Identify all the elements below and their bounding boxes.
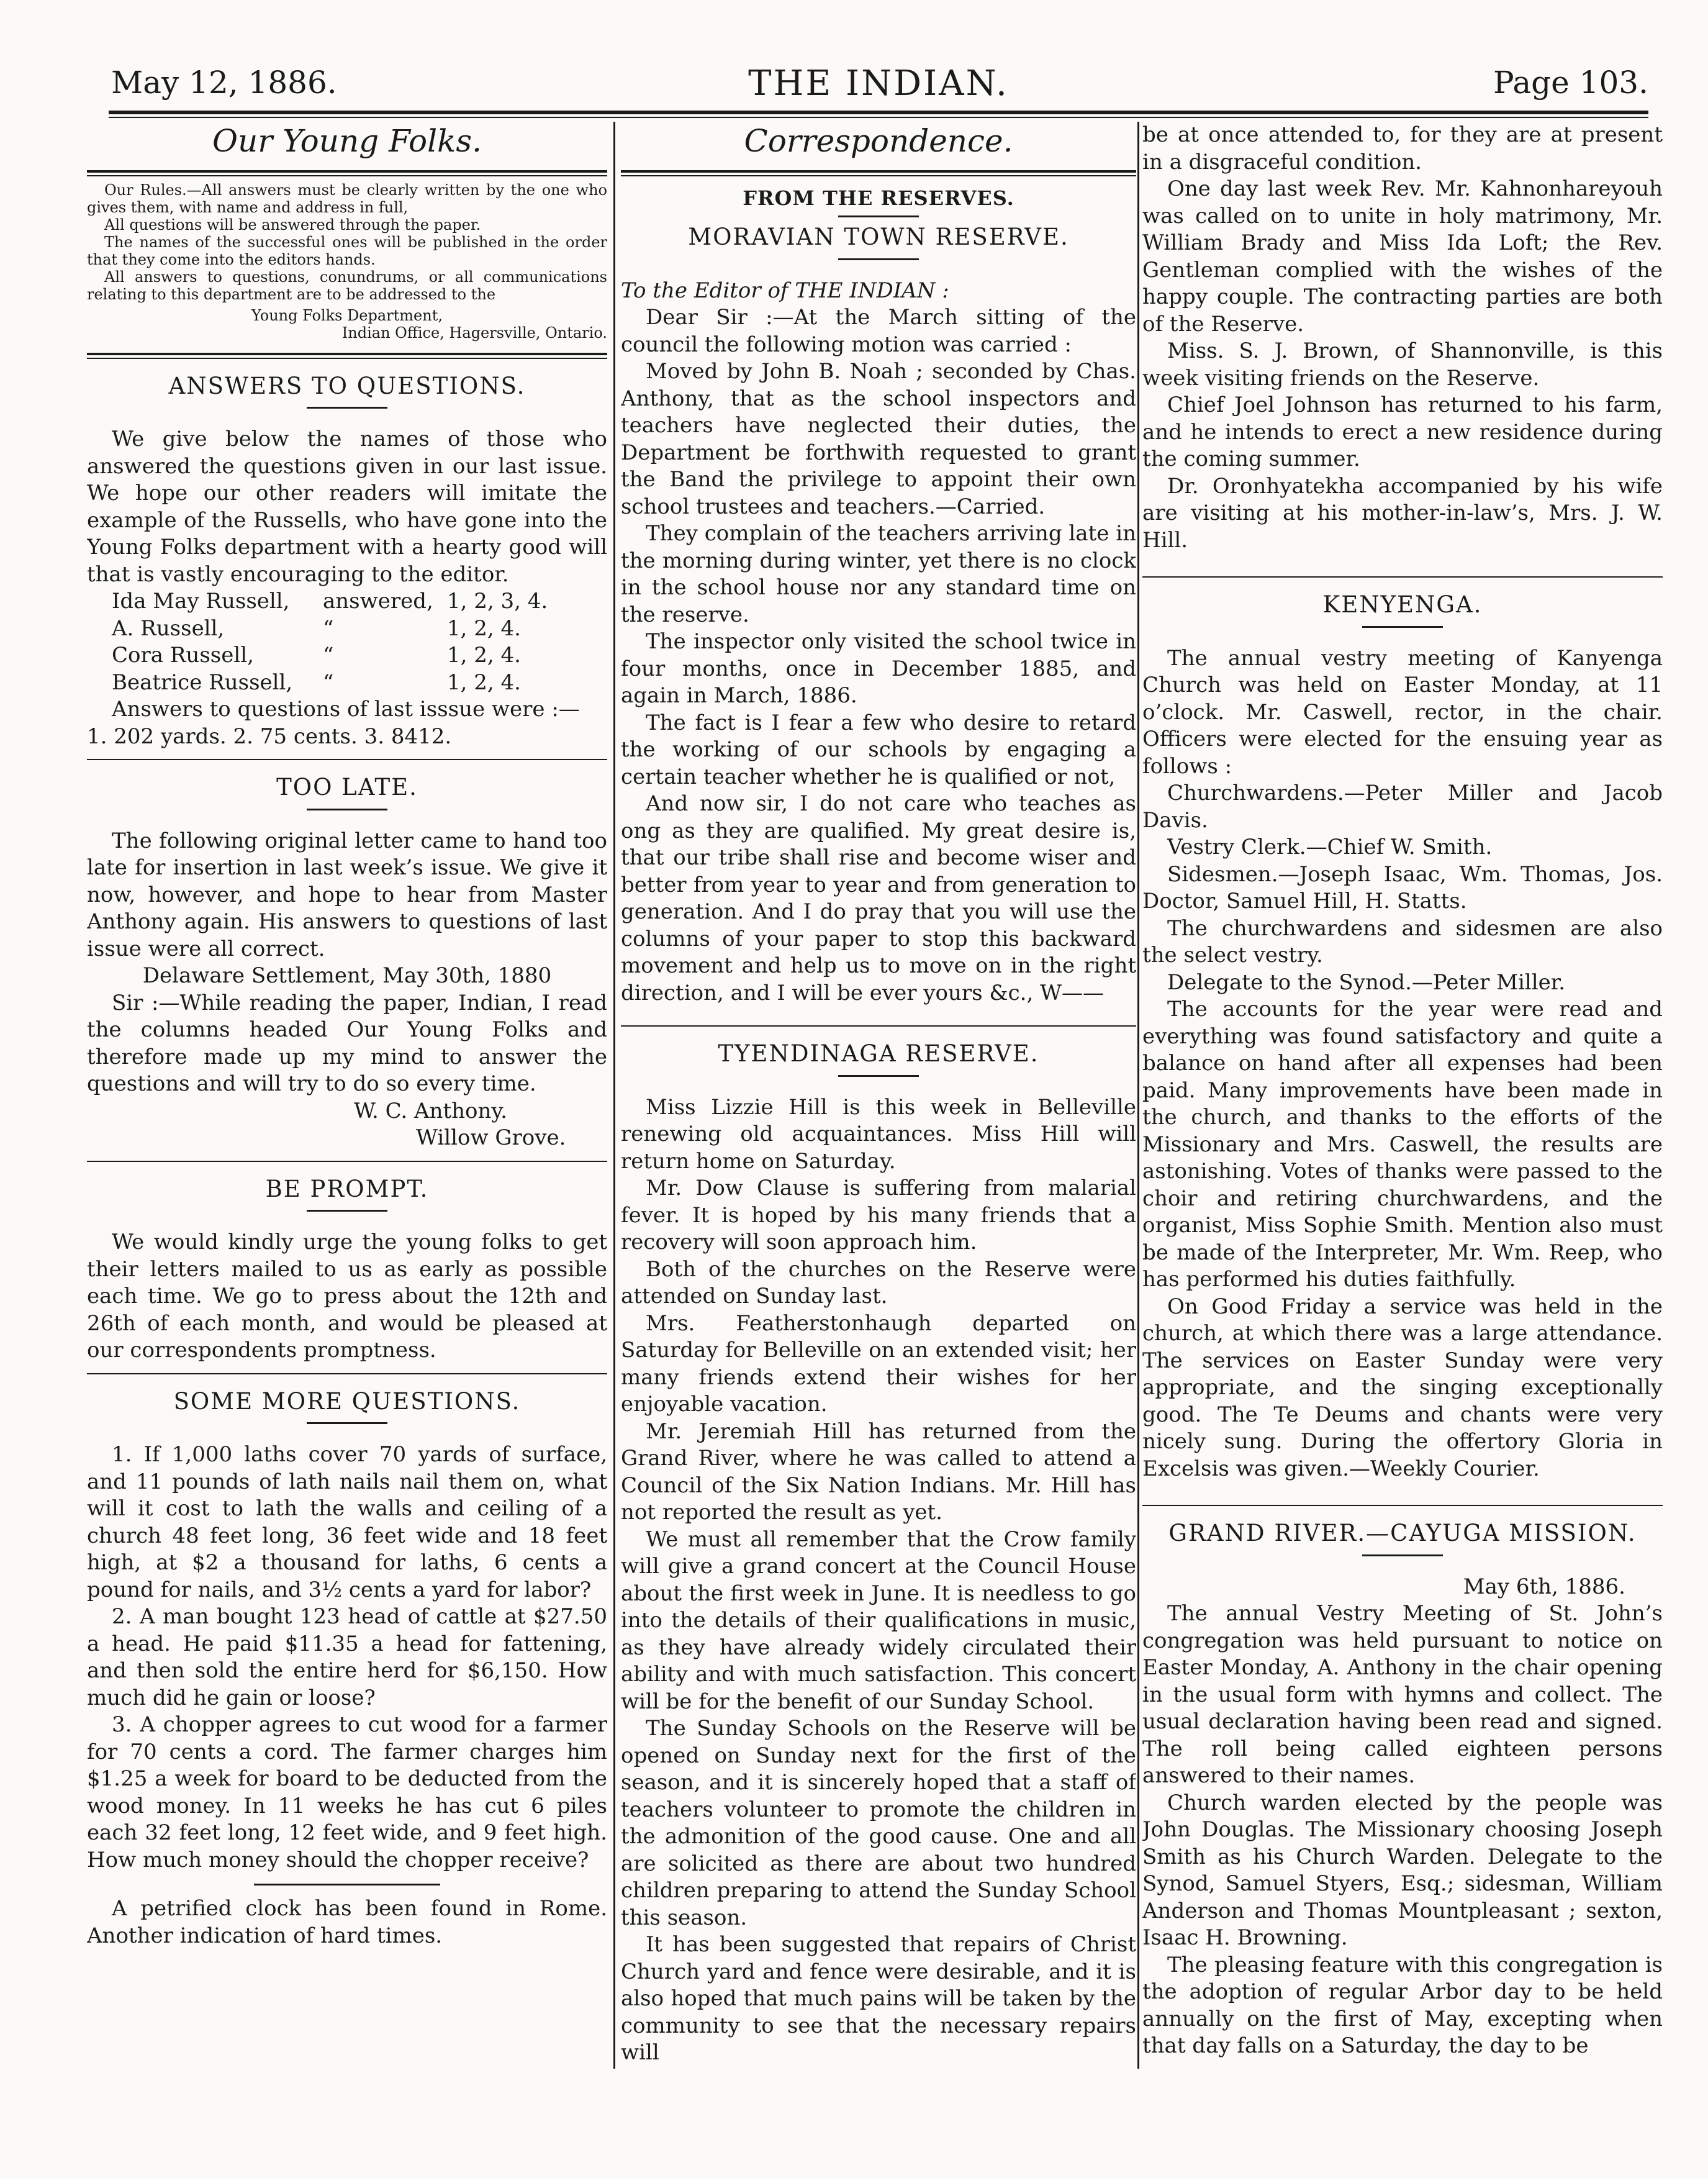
tyendinaga-paragraph: Chief Joel Johnson has returned to his farm, and he intends to erect a new residence during the coming summer. bbox=[1142, 392, 1663, 471]
rules-line: Our Rules.—All answers must be clearly written by the one who gives them, with name and address in full, bbox=[87, 181, 607, 216]
letter-signature: W. C. Anthony. bbox=[354, 1098, 507, 1123]
rule bbox=[87, 1373, 607, 1374]
heading-kenyenga: KENYENGA. bbox=[1322, 591, 1483, 618]
kenyenga-paragraph: Delegate to the Synod.—Peter Miller. bbox=[1167, 969, 1566, 995]
tyendinaga-paragraph: Both of the churches on the Reserve were attended on Sunday last. bbox=[621, 1256, 1136, 1309]
heading-be-prompt: BE PROMPT. bbox=[265, 1175, 429, 1202]
continued-paragraph: be at once attended to, for they are at present in a disgraceful condition. bbox=[1142, 122, 1663, 175]
letter-body: Sir :—While reading the paper, Indian, I read the columns headed Our Young Folks and therefore made up my mind to answer the questions and will try to do so every time. bbox=[87, 990, 607, 1096]
tyendinaga-paragraph: Miss. S. J. Brown, of Shannonville, is this week visiting friends on the Reserve. bbox=[1142, 338, 1663, 391]
kenyenga-paragraph: Churchwardens.—Peter Miller and Jacob Davis. bbox=[1142, 781, 1663, 833]
section-title-young-folks: Our Young Folks. bbox=[212, 123, 482, 159]
kenyenga-paragraph: The churchwardens and sidesmen are also the select vestry. bbox=[1142, 915, 1663, 968]
rules-line: All answers to questions, conundrums, or all communications relating to this department are to be addressed to the bbox=[87, 268, 607, 303]
answer-row: Cora Russell, “ 1, 2, 4. bbox=[112, 643, 521, 668]
double-rule bbox=[87, 170, 607, 176]
rules-notice bbox=[87, 181, 607, 342]
rules-address: Young Folks Department, bbox=[251, 306, 443, 324]
tyendinaga-paragraph: Mrs. Featherstonhaugh departed on Saturday for Belleville on an extended visit; her many friends extend their wishes for her enjoyable vacation. bbox=[621, 1310, 1136, 1417]
heading-grand-river: GRAND RIVER.—CAYUGA MISSION. bbox=[1168, 1520, 1637, 1546]
short-rule bbox=[838, 216, 919, 217]
column-divider-1 bbox=[613, 122, 615, 2069]
kenyenga-paragraph: Sidesmen.—Joseph Isaac, Wm. Thomas, Jos. Doctor, Samuel Hill, H. Statts. bbox=[1142, 861, 1663, 914]
tyendinaga-paragraph: Mr. Dow Clause is suffering from malarial fever. It is hoped by his many friends that a recovery will soon approach him. bbox=[621, 1176, 1136, 1255]
tyendinaga-paragraph: The Sunday Schools on the Reserve will be opened on Sunday next for the first of the season, and it is sincerely hoped that a staff of teachers volunteer to promote the children in the admonition of the good cause. One and all are solicited as there are about two hundred children preparing to attend the Sunday School this season. bbox=[621, 1716, 1136, 1930]
tyendinaga-paragraph: Dr. Oronhyatekha accompanied by his wife are visiting at his mother-in-law’s, Mrs. J. W. Hill. bbox=[1142, 473, 1663, 553]
short-rule bbox=[307, 1210, 387, 1212]
rule bbox=[87, 759, 607, 760]
tyendinaga-paragraph: We must all remember that the Crow family will give a grand concert at the Council House about the first week in June. It is needless to go into the details of their qualifications in music, as they have already widely circulated their ability and with much satisfaction. This concert will be for the benefit of our Sunday School. bbox=[621, 1527, 1136, 1714]
section-title-correspondence: Correspondence. bbox=[744, 123, 1013, 159]
page-number: Page 103. bbox=[1493, 65, 1648, 101]
tyendinaga-paragraph: One day last week Rev. Mr. Kahnonhareyouh was called on to unite in holy matrimony, Mr. William Brady and Miss Ida Loft; the Rev. Gentleman complied with the wishes of the happy couple. The contracting parties are both of the Reserve. bbox=[1142, 176, 1663, 337]
column-correspondence bbox=[621, 122, 1136, 2066]
newspaper-title: THE INDIAN. bbox=[748, 63, 1009, 104]
tyendinaga-paragraph: Mr. Jeremiah Hill has returned from the Grand River, where he was called to attend a Council of the Six Nation Indians. Mr. Hill has not reported the result as yet. bbox=[621, 1418, 1136, 1525]
column-divider-2 bbox=[1137, 122, 1139, 2069]
heading-moravian: MORAVIAN TOWN RESERVE. bbox=[688, 224, 1069, 250]
rule bbox=[621, 1025, 1136, 1027]
kenyenga-paragraph: Vestry Clerk.—Chief W. Smith. bbox=[1167, 835, 1493, 860]
grand-river-paragraph: The pleasing feature with this congregation is the adoption of regular Arbor day to be held annually on the first of May, excepting when that day falls on a Saturday, the day to be bbox=[1142, 1952, 1663, 2058]
masthead bbox=[109, 60, 1648, 109]
rules-line: The names of the successful ones will be published in the order that they come into the editors hands. bbox=[87, 233, 607, 268]
column-young-folks bbox=[87, 122, 607, 2066]
masthead-rule-thin bbox=[109, 117, 1648, 118]
letter-dateline: Delaware Settlement, May 30th, 1880 bbox=[142, 963, 552, 988]
short-rule bbox=[1362, 626, 1443, 628]
heading-too-late: TOO LATE. bbox=[276, 774, 418, 801]
grand-river-paragraph: Church warden elected by the people was John Douglas. The Missionary choosing Joseph Smith as his Church Warden. Delegate to the Synod, Samuel Styers, Esq.; sidesman, William Anderson and Thomas Mountpleasant ; sexton, Isaac H. Browning. bbox=[1142, 1790, 1663, 1950]
rule bbox=[87, 1161, 607, 1162]
short-rule bbox=[307, 407, 387, 409]
answer-row: A. Russell, “ 1, 2, 4. bbox=[112, 615, 521, 641]
short-rule bbox=[307, 1422, 387, 1424]
grand-river-dateline: May 6th, 1886. bbox=[1463, 1574, 1625, 1599]
moravian-paragraph: The inspector only visited the school twice in four months, once in December 1885, and again in March, 1886. bbox=[621, 629, 1136, 708]
question-3: 3. A chopper agrees to cut wood for a farmer for 70 cents a cord. The farmer charges him $1.25 a week for board to be deducted from the wood money. In 11 weeks he has cut 6 piles each 32 feet long, 12 feet wide, and 9 feet high. How much money should the chopper receive? bbox=[87, 1712, 607, 1872]
too-late-intro: The following original letter came to hand too late for insertion in last week’s issue. We give it now, however, and hope to hear from Master Anthony again. His answers to questions of last issue were all correct. bbox=[87, 828, 607, 961]
moravian-paragraph: Moved by John B. Noah ; seconded by Chas. Anthony, that as the school inspectors and teachers have neglected their duties, the Department be forthwith requested to grant the Band the privilege to appoint their own school trustees and teachers.—Carried. bbox=[621, 359, 1136, 519]
answer-row: Beatrice Russell, “ 1, 2, 4. bbox=[112, 669, 521, 695]
rule bbox=[1142, 1505, 1663, 1506]
tyendinaga-paragraph: Miss Lizzie Hill is this week in Belleville renewing old acquaintances. Miss Hill will return home on Saturday. bbox=[621, 1094, 1136, 1174]
be-prompt-text: We would kindly urge the young folks to get their letters mailed to us as early as possible each time. We go to press about the 12th and 26th of each month, and would be pleased at our correspondents promptness. bbox=[87, 1230, 607, 1363]
kenyenga-paragraph: The annual vestry meeting of Kanyenga Church was held on Easter Monday, at 11 o’clock. Mr. Caswell, rector, in the chair. Officers were elected for the ensuing year as follows : bbox=[1142, 645, 1663, 779]
double-rule bbox=[621, 170, 1136, 176]
answers-intro: We give below the names of those who answered the questions given in our last issue. We hope our other readers will imitate the example of the Russells, who have gone into the Young Folks department with a hearty good will that is vastly encouraging to the editor. bbox=[87, 427, 607, 587]
letter-place: Willow Grove. bbox=[416, 1125, 566, 1150]
question-2: 2. A man bought 123 head of cattle at $27.50 a head. He paid $11.35 a head for fattening, and then sold the entire herd for $6,150. How much did he gain or loose? bbox=[87, 1604, 607, 1710]
short-rule bbox=[1362, 1554, 1443, 1556]
masthead-rule bbox=[109, 111, 1648, 114]
short-rule bbox=[838, 258, 919, 260]
moravian-paragraph: And now sir, I do not care who teaches as ong as they are qualified. My great desire is, that our tribe shall rise and become wiser and better from year to year and from generation to generation. And I do pray that you will use the columns of your paper to stop this backward movement and help us to move on in the right direction, and I will be ever yours &c., W—— bbox=[621, 791, 1136, 1005]
heading-answers: ANSWERS TO QUESTIONS. bbox=[168, 372, 526, 399]
short-rule bbox=[307, 809, 387, 810]
rule bbox=[1142, 576, 1663, 578]
moravian-paragraph: The fact is I fear a few who desire to retard the working of our schools by engaging a certain teacher whether he is qualified or not, bbox=[621, 710, 1136, 789]
rules-line: All questions will be answered through the paper. bbox=[104, 216, 481, 234]
moravian-paragraph: They complain of the teachers arriving late in the morning during winter, yet there is no clock in the school house nor any standard time on the reserve. bbox=[621, 521, 1136, 627]
issue-date: May 12, 1886. bbox=[111, 65, 337, 101]
answer-row: Ida May Russell, answered, 1, 2, 3, 4. bbox=[112, 589, 548, 614]
salutation: To the Editor of THE INDIAN : bbox=[621, 278, 949, 303]
double-rule bbox=[87, 353, 607, 359]
moravian-paragraph: Dear Sir :—At the March sitting of the council the following motion was carried : bbox=[621, 305, 1136, 357]
heading-more-questions: SOME MORE QUESTIONS. bbox=[173, 1387, 521, 1415]
grand-river-paragraph: The annual Vestry Meeting of St. John’s congregation was held pursuant to notice on Easter Monday, A. Anthony in the chair opening in the usual form with hymns and collect. The usual declaration having been read and signed. The roll being called eighteen persons answered to their names. bbox=[1142, 1601, 1663, 1788]
question-1: 1. If 1,000 laths cover 70 yards of surface, and 11 pounds of lath nails nail them on, what will it cost to lath the walls and ceiling of a church 48 feet long, 36 feet wide and 18 feet high, at $2 a thousand for laths, 6 cents a pound for nails, and 3½ cents a yard for labor? bbox=[87, 1442, 607, 1602]
short-rule bbox=[254, 1884, 440, 1885]
heading-tyendinaga: TYENDINAGA RESERVE. bbox=[718, 1040, 1039, 1067]
closing-note: A petrified clock has been found in Rome. Another indication of hard times. bbox=[87, 1896, 607, 1948]
answers-last-values: 1. 202 yards. 2. 75 cents. 3. 8412. bbox=[87, 724, 452, 749]
heading-from-reserves: FROM THE RESERVES. bbox=[743, 186, 1014, 210]
answers-last-label: Answers to questions of last isssue were :— bbox=[112, 697, 580, 722]
kenyenga-paragraph: The accounts for the year were read and everything was found satisfactory and quite a balance on hand after all expenses had been paid. Many improvements have been made in the church, and thanks to the efforts of the Missionary and Mrs. Caswell, the results are astonishing. Votes of thanks were passed to the choir and retiring churchwardens, and the organist, Miss Sophie Smith. Mention also must be made of the Interpreter, Mr. Wm. Reep, who has performed his duties faithfully. bbox=[1142, 997, 1663, 1292]
tyendinaga-paragraph: It has been suggested that repairs of Christ Church yard and fence were desirable, and it is also hoped that much pains will be taken by the community to see that the necessary repairs will bbox=[621, 1932, 1136, 2065]
rules-address: Indian Office, Hagersville, Ontario. bbox=[341, 324, 607, 342]
column-reserves-continued bbox=[1142, 122, 1663, 2066]
short-rule bbox=[838, 1075, 919, 1077]
kenyenga-paragraph: On Good Friday a service was held in the church, at which there was a large attendance. The services on Easter Sunday were very appropriate, and the singing exceptionally good. The Te Deums and chants were very nicely sung. During the offertory Gloria in Excelsis was given.—Weekly Courier. bbox=[1142, 1294, 1663, 1481]
